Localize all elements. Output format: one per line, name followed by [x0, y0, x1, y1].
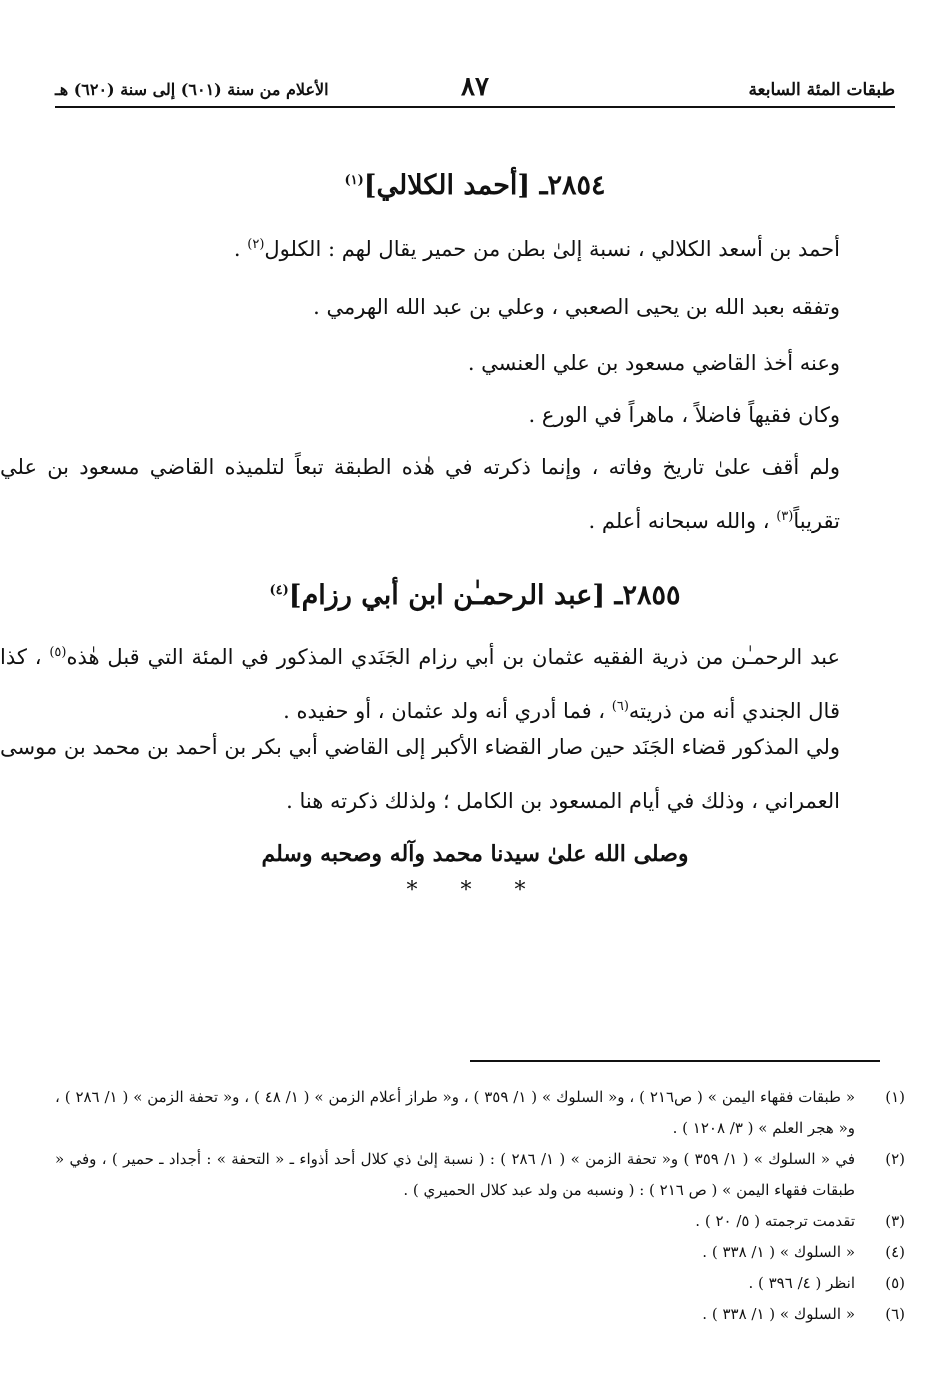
footnote-number: (٦): [885, 1305, 905, 1323]
footnote-ref: (٣): [776, 509, 794, 524]
paragraph-text: وعنه أخذ القاضي مسعود بن علي العنسي .: [467, 351, 840, 375]
footnote-text: انظر ( ٤/ ٣٩٦ ) .: [748, 1274, 855, 1292]
footnote-text: تقدمت ترجمته ( ٥/ ٢٠ ) .: [695, 1212, 855, 1230]
footnote-ref: (٤): [269, 583, 289, 598]
entry-paragraph: [0, 388, 900, 442]
footnote-separator: [470, 1060, 880, 1062]
footnote-number: (٤): [885, 1243, 905, 1261]
entry-paragraph: [0, 336, 900, 390]
closing-blessing: وصلى الله علىٰ سيدنا محمد وآله وصحبه وسلم: [261, 841, 689, 867]
footnote-number: (٣): [885, 1212, 905, 1230]
paragraph-text: عبد الرحمـٰن من ذرية الفقيه عثمان بن أبي رزام الجَنَدي المذكور في المئة التي قبل هٰذه: [66, 645, 841, 669]
entry-title-2855: [55, 580, 895, 611]
footnote-item: [55, 1237, 905, 1268]
paragraph-tail: ، والله سبحانه أعلم .: [588, 509, 777, 533]
entry-paragraph: [0, 280, 900, 334]
footnote-number: (٥): [885, 1274, 905, 1292]
paragraph-text: وتفقه بعبد الله بن يحيى الصعبي ، وعلي بن عبد الله الهرمي .: [313, 295, 840, 319]
footnote-ref: (٢): [247, 237, 265, 252]
footnote-text: في « السلوك » ( ١/ ٣٥٩ ) و« تحفة الزمن » ( ١/ ٢٨٦ ) : ( نسبة إلىٰ ذي كلال أحد أذواء ـ « التحفة » : أجداد ـ حمير ) ، وفي « طبقات فقهاء اليمن » ( ص ٢١٦ ) : ( ونسبه من ولد عبد كلال الحميري ) .: [55, 1150, 855, 1199]
footnote-number: (٢): [885, 1150, 905, 1168]
footnote-text: « السلوك » ( ١/ ٣٣٨ ) .: [702, 1243, 855, 1261]
footnote-text: « طبقات فقهاء اليمن » ( ص٢١٦ ) ، و« السلوك » ( ١/ ٣٥٩ ) ، و« طراز أعلام الزمن » ( ١/ ٤٨ ) ، و« تحفة الزمن » ( ١/ ٢٨٦ ) ، و« هجر العلم » ( ٣/ ١٢٠٨ ) .: [55, 1088, 856, 1137]
paragraph-text: وكان فقيهاً فاضلاً ، ماهراً في الورع .: [528, 403, 840, 427]
entry-paragraph: [0, 720, 900, 828]
entry-paragraph: [0, 440, 900, 548]
paragraph-text: ولي المذكور قضاء الجَنَد حين صار القضاء الأكبر إلى القاضي أبي بكر بن أحمد بن محمد بن موسى العمراني ، وذلك في أيام المسعود بن الكامل ؛ ولذلك ذكرته هنا .: [0, 735, 840, 813]
footnote-item: [55, 1206, 905, 1237]
footnote-item: [55, 1299, 905, 1330]
entry-paragraph: [0, 222, 900, 276]
footnote-ref: (٥): [49, 645, 67, 660]
entry-title-text: ٢٨٥٤ـ [أحمد الكلالي]: [363, 170, 606, 201]
paragraph-mid: ، كذا قال الجندي أنه من ذريته: [0, 645, 840, 723]
footnote-item: [55, 1082, 905, 1144]
footnote-ref: (١): [344, 173, 364, 188]
entry-title-2854: [55, 170, 895, 201]
footnote-ref: (٦): [611, 699, 629, 714]
footnote-text: « السلوك » ( ١/ ٣٣٨ ) .: [702, 1305, 855, 1323]
entry-title-text: ٢٨٥٥ـ [عبد الرحمـٰن ابن أبي رزام]: [288, 580, 681, 611]
running-header: [55, 72, 895, 108]
paragraph-tail: ، فما أدري أنه ولد عثمان ، أو حفيده .: [283, 699, 612, 723]
page-number: ٨٧: [461, 72, 489, 102]
paragraph-tail: .: [233, 237, 248, 261]
paragraph-text: ولم أقف علىٰ تاريخ وفاته ، وإنما ذكرته في هٰذه الطبقة تبعاً لتلميذه القاضي مسعود بن علي تقريباً: [0, 455, 840, 533]
footnote-item: [55, 1144, 905, 1206]
header-date-range: الأعلام من سنة (٦٠١) إلى سنة (٦٢٠) هـ: [55, 80, 329, 99]
footnote-number: (١): [885, 1088, 905, 1106]
section-divider-stars: * * *: [406, 878, 544, 903]
paragraph-text: أحمد بن أسعد الكلالي ، نسبة إلىٰ بطن من حمير يقال لهم : الكلول: [264, 237, 840, 261]
header-section-title: طبقات المئة السابعة: [748, 80, 895, 100]
footnote-item: [55, 1268, 905, 1299]
footnotes: [55, 1082, 905, 1330]
